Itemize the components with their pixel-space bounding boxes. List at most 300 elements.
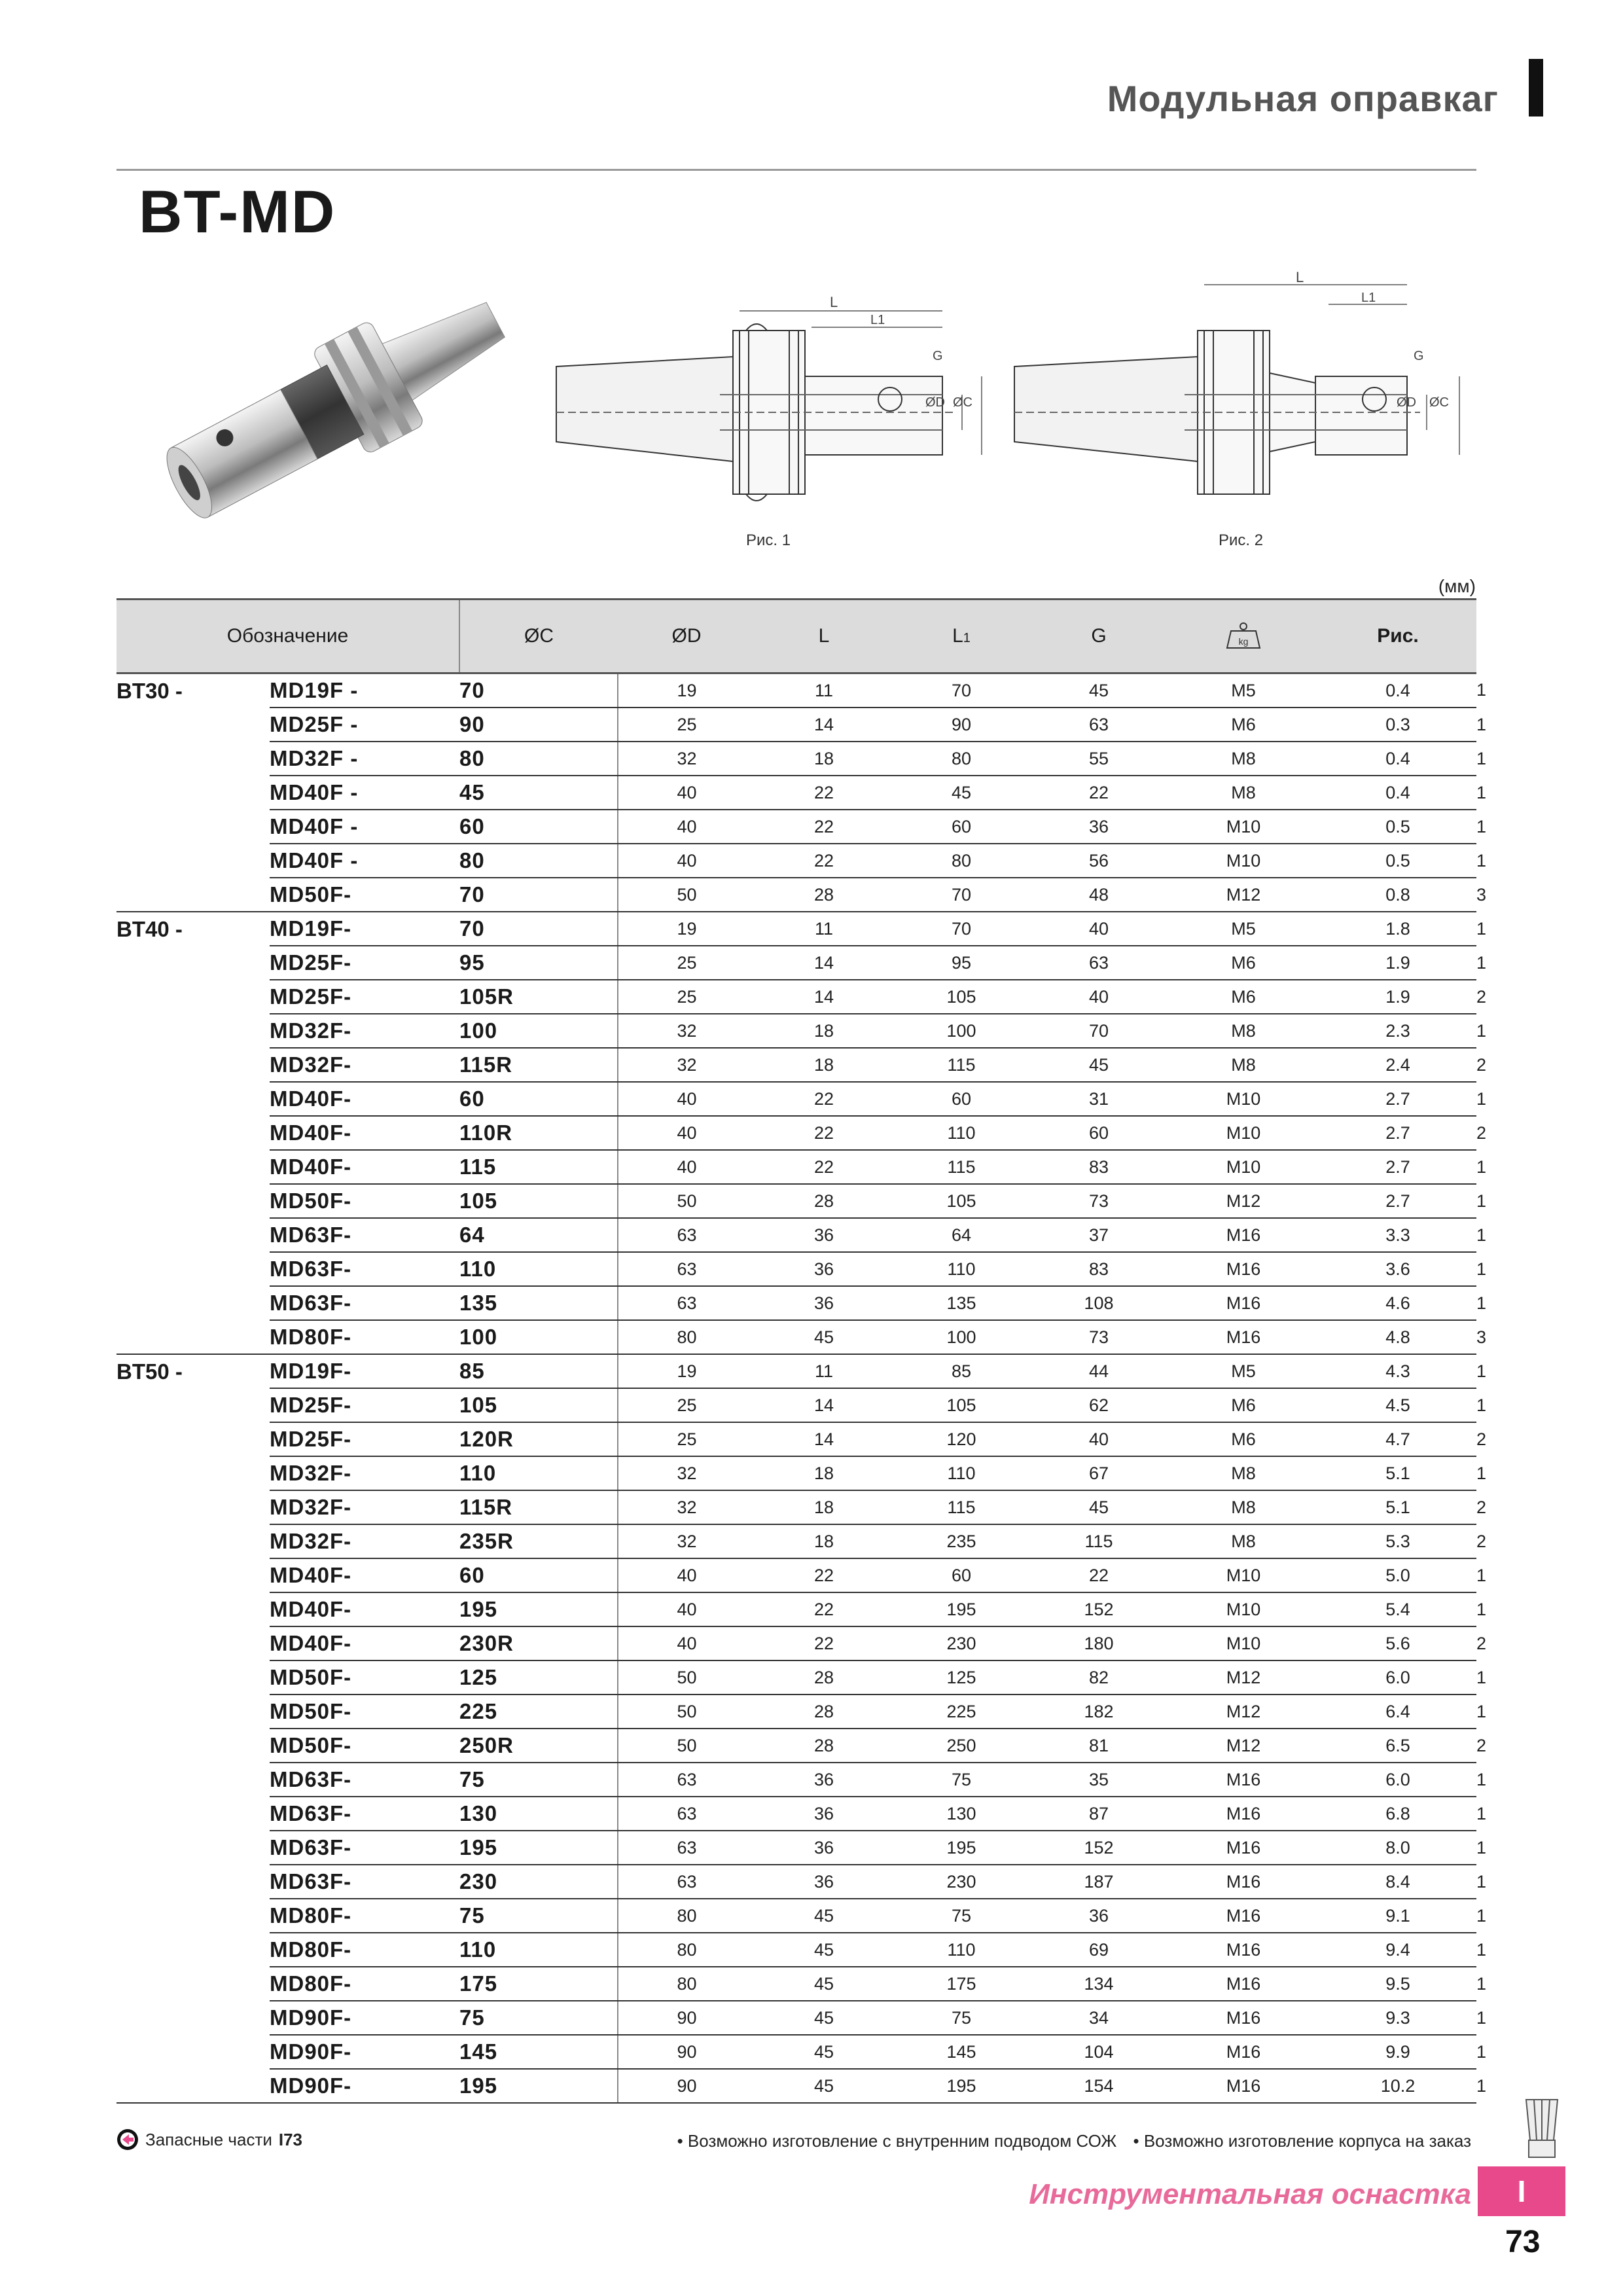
group-label [116,1150,270,1184]
cell-d: 36 [755,1252,893,1286]
cell-g: M12 [1168,1660,1319,1695]
cell-d: 18 [755,742,893,776]
cell-c: 40 [618,810,755,844]
cell-l: 75 [893,1763,1030,1797]
cell-l1: 22 [1030,776,1168,810]
cell-l: 80 [893,844,1030,878]
table-row: MD32F- 115R 32 18 115 45 M8 5.1 2 [116,1490,1476,1524]
group-label [116,1797,270,1831]
table-row: MD80F- 175 80 45 175 134 M16 9.5 1 [116,1967,1476,2001]
cell-l: 110 [893,1116,1030,1150]
group-label [116,810,270,844]
table-row: MD63F- 130 63 36 130 87 M16 6.8 1 [116,1797,1476,1831]
cell-d: 22 [755,810,893,844]
cell-l1: 55 [1030,742,1168,776]
cell-d: 28 [755,878,893,912]
cell-weight: 6.5 [1319,1729,1476,1763]
cell-g: M6 [1168,946,1319,980]
model-size: 105 [459,1184,618,1218]
cell-l: 60 [893,810,1030,844]
group-label [116,980,270,1014]
cell-g: M16 [1168,1933,1319,1967]
model-prefix: MD40F- [270,1082,459,1116]
table-header-row [116,600,1476,673]
group-label [116,1933,270,1967]
cell-weight: 0.5 [1319,844,1476,878]
table-row: MD40F - 60 40 22 60 36 M10 0.5 1 [116,810,1476,844]
group-label [116,1184,270,1218]
fig2-dim-c: ØC [1429,395,1449,410]
table-row: BT40 - MD19F- 70 19 11 70 40 M5 1.8 1 [116,912,1476,946]
cell-d: 18 [755,1048,893,1082]
cell-l1: 45 [1030,673,1168,708]
table-row: MD40F- 60 40 22 60 31 M10 2.7 1 [116,1082,1476,1116]
section-band-text: Инструментальная оснастка [1029,2178,1471,2210]
cell-weight: 2.7 [1319,1184,1476,1218]
model-size: 195 [459,1592,618,1626]
model-prefix: MD40F - [270,810,459,844]
cell-l: 110 [893,1933,1030,1967]
model-prefix: MD50F- [270,878,459,912]
cell-weight: 5.1 [1319,1490,1476,1524]
model-prefix: MD90F- [270,2035,459,2069]
cell-d: 14 [755,946,893,980]
table-row: MD40F- 115 40 22 115 83 M10 2.7 1 [116,1150,1476,1184]
cell-weight: 4.3 [1319,1354,1476,1388]
model-prefix: MD40F- [270,1592,459,1626]
model-prefix: MD25F- [270,1388,459,1422]
model-size: 95 [459,946,618,980]
model-prefix: MD32F- [270,1490,459,1524]
cell-g: M10 [1168,844,1319,878]
cell-weight: 3.3 [1319,1218,1476,1252]
cell-weight: 10.2 [1319,2069,1476,2103]
model-size: 60 [459,1558,618,1592]
section-band-letter: I [1478,2166,1565,2216]
cell-weight: 0.4 [1319,742,1476,776]
model-prefix: MD25F- [270,1422,459,1456]
header-l: L [755,600,893,673]
cell-weight: 0.5 [1319,810,1476,844]
model-prefix: MD90F- [270,2069,459,2103]
cell-l: 100 [893,1320,1030,1354]
table-row: MD40F- 195 40 22 195 152 M10 5.4 1 [116,1592,1476,1626]
cell-c: 32 [618,1490,755,1524]
cell-c: 80 [618,1320,755,1354]
cell-g: M8 [1168,776,1319,810]
model-prefix: MD25F - [270,708,459,742]
model-prefix: MD40F- [270,1150,459,1184]
cell-d: 18 [755,1456,893,1490]
cell-weight: 2.7 [1319,1150,1476,1184]
cell-l: 115 [893,1150,1030,1184]
model-prefix: MD32F- [270,1456,459,1490]
cell-l1: 60 [1030,1116,1168,1150]
model-prefix: MD80F- [270,1320,459,1354]
model-size: 45 [459,776,618,810]
cell-l: 110 [893,1456,1030,1490]
header-g: G [1030,600,1168,673]
section-title: Модульная оправкаг [1107,78,1499,119]
table-row: MD32F - 80 32 18 80 55 M8 0.4 1 [116,742,1476,776]
cell-weight: 6.0 [1319,1660,1476,1695]
model-prefix: MD40F - [270,844,459,878]
cell-l: 110 [893,1252,1030,1286]
cell-l1: 154 [1030,2069,1168,2103]
group-label [116,2069,270,2103]
arrow-circle-icon [116,2128,139,2151]
cell-l: 70 [893,878,1030,912]
cell-l1: 67 [1030,1456,1168,1490]
cell-g: M16 [1168,1797,1319,1831]
model-size: 115R [459,1490,618,1524]
cell-l1: 44 [1030,1354,1168,1388]
cell-l: 105 [893,1184,1030,1218]
cell-l: 115 [893,1048,1030,1082]
cell-c: 63 [618,1865,755,1899]
cell-c: 50 [618,1660,755,1695]
collet-icon [1517,2094,1567,2163]
model-prefix: MD32F - [270,742,459,776]
model-prefix: MD32F- [270,1524,459,1558]
group-label [116,1014,270,1048]
cell-d: 14 [755,708,893,742]
cell-weight: 2.7 [1319,1116,1476,1150]
cell-c: 40 [618,776,755,810]
cell-d: 36 [755,1797,893,1831]
cell-l: 175 [893,1967,1030,2001]
table-row: MD90F- 75 90 45 75 34 M16 9.3 1 [116,2001,1476,2035]
cell-c: 63 [618,1286,755,1320]
cell-l1: 36 [1030,810,1168,844]
cell-l: 235 [893,1524,1030,1558]
table-row: MD40F- 110R 40 22 110 60 M10 2.7 2 [116,1116,1476,1150]
cell-l: 45 [893,776,1030,810]
group-label [116,2035,270,2069]
group-label [116,1320,270,1354]
fig1-dim-l1: L1 [870,313,885,327]
cell-c: 19 [618,1354,755,1388]
model-size: 100 [459,1014,618,1048]
cell-g: M10 [1168,1592,1319,1626]
model-prefix: MD40F- [270,1116,459,1150]
spare-parts-ref [116,2128,302,2151]
spare-parts-page: I73 [278,2129,303,2149]
cell-g: M10 [1168,1116,1319,1150]
table-row: MD90F- 145 90 45 145 104 M16 9.9 1 [116,2035,1476,2069]
table-row: MD40F- 230R 40 22 230 180 M10 5.6 2 [116,1626,1476,1660]
cell-g: M5 [1168,1354,1319,1388]
header-designation: Обозначение [116,600,459,673]
cell-g: M10 [1168,1558,1319,1592]
page-number: 73 [1505,2225,1541,2259]
cell-g: M10 [1168,1150,1319,1184]
cell-d: 22 [755,1150,893,1184]
cell-weight: 5.4 [1319,1592,1476,1626]
cell-l1: 152 [1030,1592,1168,1626]
cell-l: 125 [893,1660,1030,1695]
cell-d: 14 [755,1422,893,1456]
model-size: 195 [459,2069,618,2103]
cell-g: M16 [1168,1899,1319,1933]
model-prefix: MD40F- [270,1626,459,1660]
cell-weight: 4.8 [1319,1320,1476,1354]
cell-weight: 5.6 [1319,1626,1476,1660]
cell-g: M16 [1168,1218,1319,1252]
cell-weight: 5.0 [1319,1558,1476,1592]
cell-g: M6 [1168,1422,1319,1456]
cell-g: M8 [1168,742,1319,776]
model-prefix: MD50F- [270,1729,459,1763]
cell-c: 50 [618,1695,755,1729]
model-prefix: MD19F - [270,673,459,708]
model-size: 130 [459,1797,618,1831]
figure-1-caption: Рис. 1 [746,531,791,549]
model-prefix: MD63F- [270,1252,459,1286]
model-size: 70 [459,912,618,946]
group-label [116,742,270,776]
model-size: 225 [459,1695,618,1729]
table-row: MD50F- 70 50 28 70 48 M12 0.8 3 [116,878,1476,912]
cell-l: 95 [893,946,1030,980]
cell-weight: 8.4 [1319,1865,1476,1899]
table-row: BT30 - MD19F - 70 19 11 70 45 M5 0.4 1 [116,673,1476,708]
cell-c: 80 [618,1933,755,1967]
group-label [116,1558,270,1592]
cell-l: 105 [893,980,1030,1014]
cell-c: 32 [618,1456,755,1490]
model-prefix: MD90F- [270,2001,459,2035]
cell-g: M10 [1168,810,1319,844]
cell-l1: 73 [1030,1184,1168,1218]
cell-l: 90 [893,708,1030,742]
cell-weight: 2.3 [1319,1014,1476,1048]
cell-l1: 83 [1030,1150,1168,1184]
group-label [116,946,270,980]
cell-c: 40 [618,1558,755,1592]
cell-l1: 69 [1030,1933,1168,1967]
cell-g: M8 [1168,1456,1319,1490]
cell-g: M16 [1168,2001,1319,2035]
cell-l1: 108 [1030,1286,1168,1320]
cell-l1: 87 [1030,1797,1168,1831]
group-label [116,1252,270,1286]
model-size: 64 [459,1218,618,1252]
cell-weight: 5.3 [1319,1524,1476,1558]
model-size: 80 [459,742,618,776]
weight-icon [1224,622,1262,651]
cell-c: 80 [618,1899,755,1933]
cell-c: 25 [618,1388,755,1422]
cell-d: 36 [755,1865,893,1899]
cell-d: 45 [755,2001,893,2035]
cell-g: M8 [1168,1048,1319,1082]
cell-l: 135 [893,1286,1030,1320]
cell-d: 45 [755,2035,893,2069]
cell-g: M10 [1168,1082,1319,1116]
cell-l1: 48 [1030,878,1168,912]
model-size: 70 [459,878,618,912]
model-prefix: MD63F- [270,1218,459,1252]
cell-c: 40 [618,1626,755,1660]
cell-c: 63 [618,1252,755,1286]
group-label [116,1967,270,2001]
cell-d: 11 [755,1354,893,1388]
cell-l: 70 [893,912,1030,946]
cell-weight: 0.4 [1319,776,1476,810]
table-row: MD80F- 75 80 45 75 36 M16 9.1 1 [116,1899,1476,1933]
cell-l1: 81 [1030,1729,1168,1763]
cell-d: 45 [755,1933,893,1967]
cell-weight: 6.4 [1319,1695,1476,1729]
model-size: 125 [459,1660,618,1695]
group-label [116,1729,270,1763]
model-size: 60 [459,1082,618,1116]
cell-c: 63 [618,1797,755,1831]
cell-d: 14 [755,1388,893,1422]
cell-l: 230 [893,1626,1030,1660]
cell-g: M12 [1168,878,1319,912]
model-size: 105 [459,1388,618,1422]
group-label [116,1660,270,1695]
cell-d: 18 [755,1524,893,1558]
model-size: 60 [459,810,618,844]
table-row: MD40F - 80 40 22 80 56 M10 0.5 1 [116,844,1476,878]
model-prefix: MD63F- [270,1797,459,1831]
cell-weight: 1.9 [1319,946,1476,980]
cell-l1: 83 [1030,1252,1168,1286]
cell-d: 22 [755,1116,893,1150]
model-size: 250R [459,1729,618,1763]
group-label [116,1490,270,1524]
cell-d: 22 [755,776,893,810]
cell-g: M16 [1168,1252,1319,1286]
cell-d: 45 [755,1320,893,1354]
cell-l1: 35 [1030,1763,1168,1797]
table-row: MD40F- 60 40 22 60 22 M10 5.0 1 [116,1558,1476,1592]
cell-weight: 4.7 [1319,1422,1476,1456]
cell-c: 32 [618,1524,755,1558]
model-size: 75 [459,1763,618,1797]
header-d: ØD [618,600,755,673]
cell-d: 22 [755,1626,893,1660]
fig1-dim-g: G [933,349,943,363]
fig1-dim-d: ØD [925,395,945,410]
table-row: MD32F- 235R 32 18 235 115 M8 5.3 2 [116,1524,1476,1558]
cell-weight: 8.0 [1319,1831,1476,1865]
group-label [116,1865,270,1899]
group-label: BT30 - [116,678,183,703]
cell-c: 63 [618,1831,755,1865]
model-prefix: MD63F- [270,1286,459,1320]
model-size: 80 [459,844,618,878]
cell-l: 225 [893,1695,1030,1729]
cell-l1: 56 [1030,844,1168,878]
group-label [116,776,270,810]
cell-g: M12 [1168,1729,1319,1763]
model-size: 75 [459,1899,618,1933]
cell-weight: 1.9 [1319,980,1476,1014]
cell-c: 50 [618,1184,755,1218]
table-row: MD32F- 100 32 18 100 70 M8 2.3 1 [116,1014,1476,1048]
cell-c: 40 [618,1592,755,1626]
cell-c: 63 [618,1218,755,1252]
model-size: 100 [459,1320,618,1354]
header-fig: Рис. [1319,600,1476,673]
model-prefix: MD32F- [270,1014,459,1048]
cell-g: M10 [1168,1626,1319,1660]
cell-l1: 45 [1030,1490,1168,1524]
cell-g: M6 [1168,1388,1319,1422]
group-label [116,1626,270,1660]
footer-notes [677,2131,1471,2151]
cell-l: 120 [893,1422,1030,1456]
cell-c: 25 [618,980,755,1014]
cell-l1: 73 [1030,1320,1168,1354]
cell-weight: 9.4 [1319,1933,1476,1967]
cell-weight: 4.6 [1319,1286,1476,1320]
fig2-dim-l: L [1296,269,1304,285]
model-prefix: MD50F- [270,1184,459,1218]
fig1-dim-c: ØC [953,395,972,410]
cell-l1: 45 [1030,1048,1168,1082]
cell-d: 22 [755,844,893,878]
model-prefix: MD80F- [270,1899,459,1933]
cell-l: 195 [893,1592,1030,1626]
cell-l: 195 [893,2069,1030,2103]
table-row: MD50F- 250R 50 28 250 81 M12 6.5 2 [116,1729,1476,1763]
model-size: 235R [459,1524,618,1558]
cell-d: 18 [755,1014,893,1048]
cell-d: 28 [755,1729,893,1763]
cell-l1: 182 [1030,1695,1168,1729]
table-row: MD25F- 95 25 14 95 63 M6 1.9 1 [116,946,1476,980]
model-prefix: MD63F- [270,1831,459,1865]
cell-weight: 4.5 [1319,1388,1476,1422]
cell-l: 70 [893,673,1030,708]
table-row: MD25F- 120R 25 14 120 40 M6 4.7 2 [116,1422,1476,1456]
cell-g: M16 [1168,1831,1319,1865]
cell-g: M16 [1168,2035,1319,2069]
cell-d: 36 [755,1763,893,1797]
cell-c: 40 [618,844,755,878]
model-prefix: MD19F- [270,1354,459,1388]
model-size: 195 [459,1831,618,1865]
model-size: 110 [459,1252,618,1286]
model-size: 110 [459,1456,618,1490]
cell-l1: 70 [1030,1014,1168,1048]
group-label [116,2001,270,2035]
model-size: 145 [459,2035,618,2069]
cell-c: 90 [618,2069,755,2103]
cell-d: 36 [755,1286,893,1320]
cell-weight: 9.5 [1319,1967,1476,2001]
cell-g: M16 [1168,1763,1319,1797]
cell-g: M12 [1168,1184,1319,1218]
spec-table-body [116,673,1487,2104]
table-row: MD63F- 230 63 36 230 187 M16 8.4 1 [116,1865,1476,1899]
model-prefix: MD19F- [270,912,459,946]
cell-l: 115 [893,1490,1030,1524]
cell-l1: 34 [1030,2001,1168,2035]
model-size: 110R [459,1116,618,1150]
model-size: 120R [459,1422,618,1456]
cell-l1: 37 [1030,1218,1168,1252]
cell-l: 100 [893,1014,1030,1048]
cell-l1: 104 [1030,2035,1168,2069]
cell-g: M8 [1168,1014,1319,1048]
cell-c: 50 [618,878,755,912]
